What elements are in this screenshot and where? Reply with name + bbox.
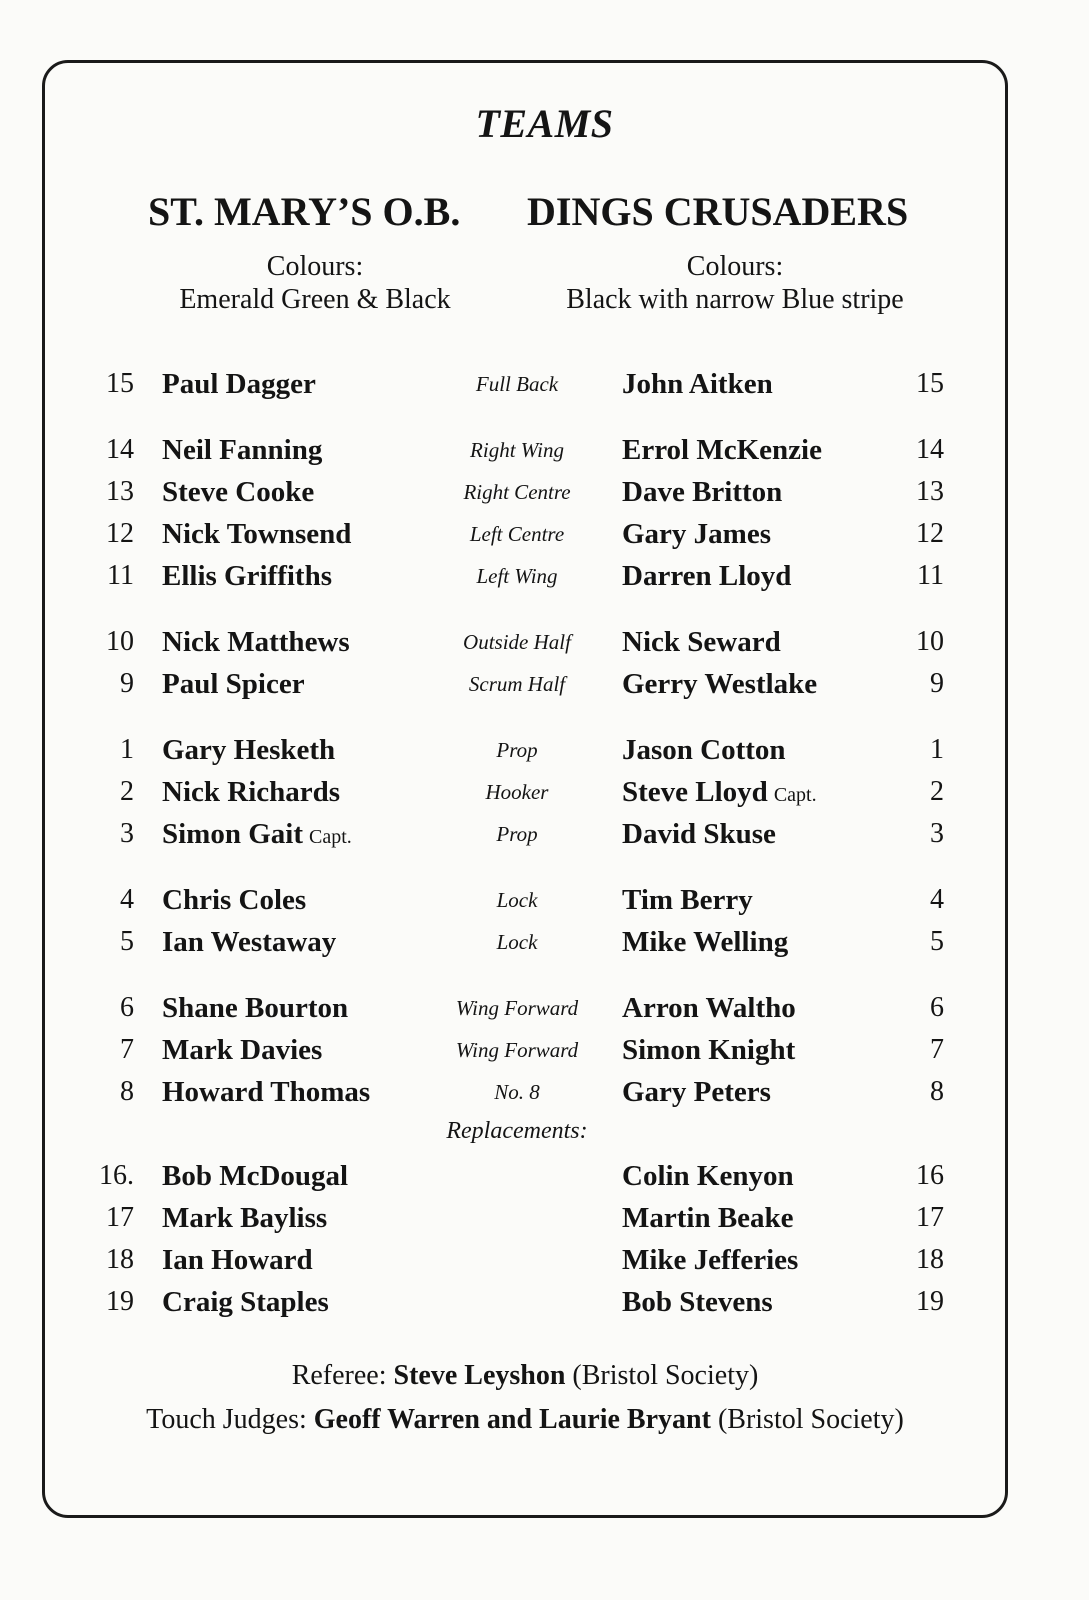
home-captain-mark: Capt.: [309, 826, 352, 848]
away-colours-value: Black with narrow Blue stripe: [566, 284, 904, 315]
player-row: [0, 1030, 1089, 1070]
home-player-number: 15: [106, 368, 134, 399]
player-row: [0, 814, 1089, 854]
home-player-name: Shane Bourton: [162, 992, 349, 1024]
referee-name: Steve Leyshon: [393, 1360, 566, 1391]
away-player-name: Steve Lloyd: [622, 776, 768, 808]
away-player-name: Simon Knight: [622, 1034, 796, 1066]
home-player-name: Steve Cooke: [162, 476, 315, 508]
home-player-number: 2: [120, 776, 134, 807]
home-player-name: Nick Townsend: [162, 518, 352, 550]
away-player-name: Gary James: [622, 518, 771, 550]
home-player-name-cell: [162, 772, 340, 812]
away-player-name-cell: [622, 1072, 771, 1112]
away-player-name-cell: [622, 814, 776, 854]
away-player-number: 5: [930, 926, 944, 957]
home-replacement-name: Craig Staples: [162, 1286, 329, 1318]
home-player-number: 11: [107, 560, 134, 591]
home-player-name-cell: [162, 814, 352, 857]
player-row: [0, 730, 1089, 770]
player-row: [0, 880, 1089, 920]
home-player-name-cell: [162, 556, 332, 596]
away-player-number: 6: [930, 992, 944, 1023]
home-player-number: 9: [120, 668, 134, 699]
touch-judges-label: Touch Judges:: [146, 1404, 307, 1435]
touch-judges-society: (Bristol Society): [717, 1404, 904, 1435]
home-player-name: Mark Davies: [162, 1034, 323, 1066]
home-player-number: 1: [120, 734, 134, 765]
home-player-name-cell: [162, 622, 350, 662]
away-player-name-cell: [622, 664, 817, 704]
touch-judges-names: Geoff Warren and Laurie Bryant: [313, 1404, 711, 1435]
player-row: [0, 364, 1089, 404]
away-player-name: David Skuse: [622, 818, 776, 850]
home-replacement-name: Mark Bayliss: [162, 1202, 328, 1234]
home-player-name: Ian Westaway: [162, 926, 337, 958]
away-player-number: 7: [930, 1034, 944, 1065]
player-position: Lock: [496, 888, 538, 912]
away-player-number: 8: [930, 1076, 944, 1107]
away-player-number: 3: [930, 818, 944, 849]
away-replacement-name: Mike Jefferies: [622, 1244, 799, 1276]
home-player-number: 14: [106, 434, 134, 465]
away-player-number: 10: [916, 626, 944, 657]
home-player-name-cell: [162, 1072, 370, 1112]
away-player-name-cell: [622, 472, 782, 512]
player-position: Right Centre: [463, 480, 571, 504]
home-replacement-number: 17: [106, 1202, 134, 1233]
away-player-name-cell: [622, 622, 781, 662]
home-player-name: Nick Matthews: [162, 626, 350, 658]
away-player-name: John Aitken: [622, 368, 773, 400]
player-position: Outside Half: [463, 630, 571, 654]
home-player-name: Howard Thomas: [162, 1076, 371, 1108]
home-player-name-cell: [162, 514, 351, 554]
home-player-name: Paul Dagger: [162, 368, 316, 400]
home-team-name: ST. MARY’S O.B.: [148, 189, 461, 234]
player-position: Hooker: [485, 780, 549, 804]
home-player-name-cell: [162, 880, 306, 920]
player-position: Wing Forward: [455, 1038, 579, 1062]
away-replacement-name: Martin Beake: [622, 1202, 794, 1234]
home-replacement-number: 18: [106, 1244, 134, 1275]
home-replacement-name: Bob McDougal: [162, 1160, 349, 1192]
player-row: [0, 922, 1089, 962]
player-position: Lock: [496, 930, 538, 954]
home-player-name: Neil Fanning: [162, 434, 323, 466]
away-player-name-cell: [622, 988, 796, 1028]
home-player-name-cell: [162, 664, 305, 704]
home-player-name-cell: [162, 730, 335, 770]
away-replacement-name: Bob Stevens: [622, 1286, 773, 1318]
home-player-name: Nick Richards: [162, 776, 341, 808]
away-player-name: Nick Seward: [622, 626, 781, 658]
home-player-name-cell: [162, 1030, 322, 1070]
referee-line: [0, 1360, 1050, 1392]
player-position: Left Centre: [469, 522, 565, 546]
home-player-number: 10: [106, 626, 134, 657]
player-position: Left Wing: [476, 564, 558, 588]
away-team-name: DINGS CRUSADERS: [527, 189, 909, 234]
player-row: [0, 556, 1089, 596]
away-replacement-number: 19: [916, 1286, 944, 1317]
away-player-name-cell: [622, 922, 788, 962]
replacement-row: [0, 1198, 1089, 1238]
home-player-name-cell: [162, 922, 336, 962]
player-row: [0, 430, 1089, 470]
player-row: [0, 664, 1089, 704]
home-replacement-name: Ian Howard: [162, 1244, 313, 1276]
player-position: Prop: [496, 738, 538, 762]
away-player-number: 15: [916, 368, 944, 399]
player-position: Wing Forward: [455, 996, 579, 1020]
player-position: Scrum Half: [468, 672, 566, 696]
home-player-number: 12: [106, 518, 134, 549]
page-title: TEAMS: [475, 101, 614, 146]
home-player-name-cell: [162, 430, 322, 470]
away-colours: [530, 250, 940, 316]
referee-label: Referee:: [291, 1360, 387, 1391]
player-row: [0, 622, 1089, 662]
home-player-name: Ellis Griffiths: [162, 560, 332, 592]
away-player-name: Dave Britton: [622, 476, 783, 508]
away-replacement-number: 16: [916, 1160, 944, 1191]
player-row: [0, 1072, 1089, 1112]
replacement-row: [0, 1282, 1089, 1322]
away-player-name: Errol McKenzie: [622, 434, 822, 466]
away-captain-mark: Capt.: [773, 784, 817, 806]
home-player-name-cell: [162, 472, 314, 512]
away-player-name: Arron Waltho: [622, 992, 796, 1024]
away-replacement-number: 17: [916, 1202, 944, 1233]
home-player-name: Chris Coles: [162, 884, 307, 916]
replacement-row: [0, 1156, 1089, 1196]
home-player-name-cell: [162, 364, 316, 404]
replacements-label: Replacements:: [446, 1118, 588, 1144]
home-player-number: 8: [120, 1076, 134, 1107]
home-colours-label: Colours:: [266, 251, 364, 282]
away-player-name: Darren Lloyd: [622, 560, 792, 592]
away-player-name-cell: [622, 364, 773, 404]
away-player-name-cell: [622, 556, 791, 596]
touch-judges-line: [0, 1404, 1050, 1436]
home-player-number: 13: [106, 476, 134, 507]
away-player-number: 11: [917, 560, 944, 591]
home-player-number: 7: [120, 1034, 134, 1065]
home-player-number: 3: [120, 818, 134, 849]
away-player-name: Gary Peters: [622, 1076, 771, 1108]
replacement-row: [0, 1240, 1089, 1280]
home-player-number: 6: [120, 992, 134, 1023]
away-player-name-cell: [622, 1030, 795, 1070]
player-row: [0, 514, 1089, 554]
player-position: Full Back: [475, 372, 559, 396]
away-replacement-name: Colin Kenyon: [622, 1160, 794, 1192]
home-replacement-number: 19: [106, 1286, 134, 1317]
home-player-number: 4: [120, 884, 134, 915]
away-player-name: Jason Cotton: [622, 734, 786, 766]
away-player-name-cell: [622, 880, 753, 920]
player-position: No. 8: [494, 1080, 540, 1104]
player-position: Right Wing: [470, 438, 564, 462]
home-player-name: Paul Spicer: [162, 668, 305, 700]
player-row: [0, 988, 1089, 1028]
away-player-number: 1: [930, 734, 944, 765]
away-colours-label: Colours:: [686, 251, 784, 282]
away-player-name-cell: [622, 772, 817, 815]
away-player-name-cell: [622, 430, 822, 470]
away-player-number: 4: [930, 884, 944, 915]
home-replacement-number: 16.: [99, 1160, 134, 1191]
away-player-name-cell: [622, 514, 771, 554]
player-position: Prop: [496, 822, 538, 846]
referee-society: (Bristol Society): [572, 1360, 759, 1391]
home-player-name: Gary Hesketh: [162, 734, 336, 766]
home-colours: [150, 250, 480, 316]
away-player-name: Tim Berry: [622, 884, 753, 916]
away-player-number: 14: [916, 434, 944, 465]
away-player-number: 2: [930, 776, 944, 807]
away-player-number: 12: [916, 518, 944, 549]
away-player-name: Gerry Westlake: [622, 668, 818, 700]
away-player-name-cell: [622, 730, 786, 770]
away-player-number: 13: [916, 476, 944, 507]
home-colours-value: Emerald Green & Black: [179, 284, 451, 315]
player-row: [0, 472, 1089, 512]
player-row: [0, 772, 1089, 812]
home-player-name-cell: [162, 988, 348, 1028]
home-player-number: 5: [120, 926, 134, 957]
home-player-name: Simon Gait: [162, 818, 303, 850]
away-player-number: 9: [930, 668, 944, 699]
away-player-name: Mike Welling: [622, 926, 789, 958]
away-replacement-number: 18: [916, 1244, 944, 1275]
